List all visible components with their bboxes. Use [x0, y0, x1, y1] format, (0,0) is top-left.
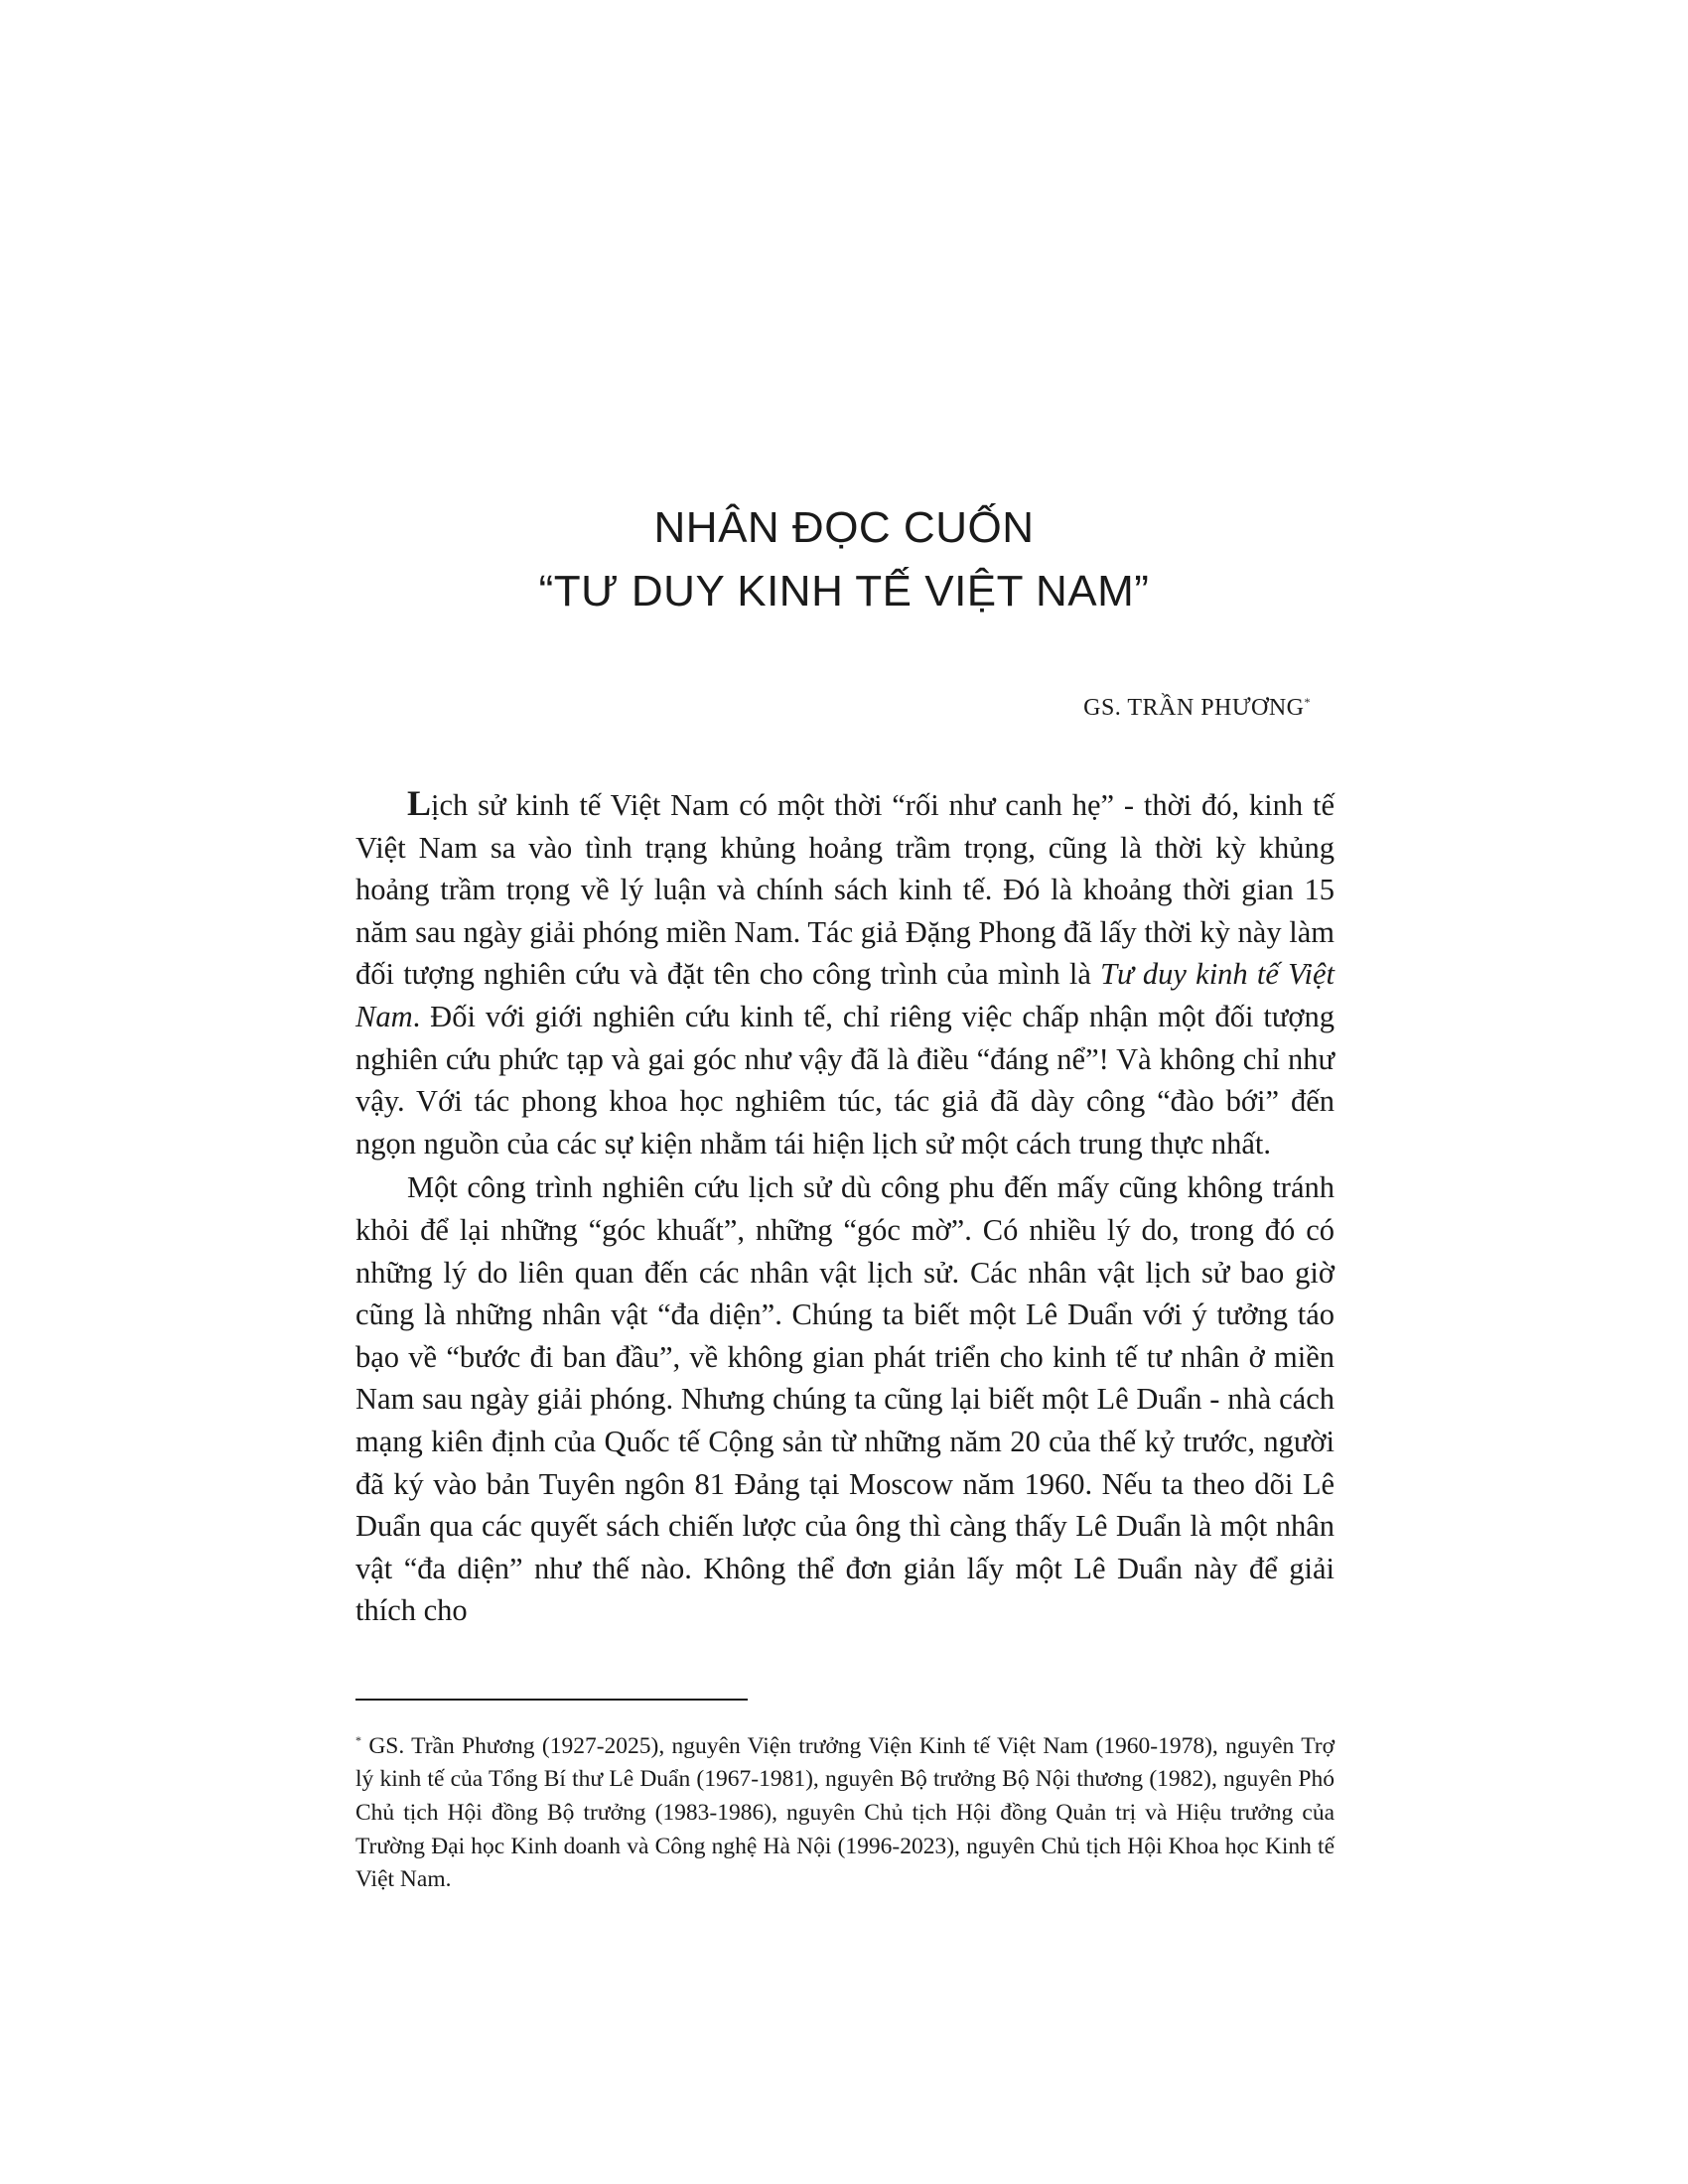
footnote-divider	[355, 1699, 748, 1701]
footnote-marker: *	[355, 1733, 361, 1747]
author-footnote-marker: *	[1304, 695, 1311, 709]
footnote-paragraph	[355, 1724, 1335, 1897]
paragraph-1-text-a: ịch sử kinh tế Việt Nam có một thời “rối như canh hẹ” - thời đó, kinh tế Việt Nam sa vào tình trạng khủng hoảng trầm trọng, cũng là thời kỳ khủng hoảng trầm trọng về lý luận và chính sách kinh tế. Đó là khoảng thời gian 15 năm sau ngày giải phóng miền Nam. Tác giả Đặng Phong đã lấy thời kỳ này làm đối tượng nghiên cứu và đặt tên cho công trình của mình là	[355, 788, 1335, 992]
paragraph-2: Một công trình nghiên cứu lịch sử dù công phu đến mấy cũng không tránh khỏi để lại những “góc khuất”, những “góc mờ”. Có nhiều lý do, trong đó có những lý do liên quan đến các nhân vật lịch sử. Các nhân vật lịch sử bao giờ cũng là những nhân vật “đa diện”. Chúng ta biết một Lê Duẩn với ý tưởng táo bạo về “bước đi ban đầu”, về không gian phát triển cho kinh tế tư nhân ở miền Nam sau ngày giải phóng. Nhưng chúng ta cũng lại biết một Lê Duẩn - nhà cách mạng kiên định của Quốc tế Cộng sản từ những năm 20 của thế kỷ trước, người đã ký vào bản Tuyên ngôn 81 Đảng tại Moscow năm 1960. Nếu ta theo dõi Lê Duẩn qua các quyết sách chiến lược của ông thì càng thấy Lê Duẩn là một nhân vật “đa diện” như thế nào. Không thể đơn giản lấy một Lê Duẩn này để giải thích cho	[355, 1170, 1335, 1628]
paragraph-1	[355, 782, 1335, 1164]
title-line-2: “TƯ DUY KINH TẾ VIỆT NAM”	[538, 567, 1150, 615]
paragraph-1-text-b: . Đối với giới nghiên cứu kinh tế, chỉ riêng việc chấp nhận một đối tượng nghiên cứu phức tạp và gai góc như vậy đã là điều “đáng nể”! Và không chỉ như vậy. Với tác phong khoa học nghiêm túc, tác giả đã dày công “đào bới” đến ngọn nguồn của các sự kiện nhằm tái hiện lịch sử một cách trung thực nhất.	[355, 999, 1335, 1160]
footnote-text: GS. Trần Phương (1927-2025), nguyên Viện trưởng Viện Kinh tế Việt Nam (1960-1978), nguyên Trợ lý kinh tế của Tổng Bí thư Lê Duẩn (1967-1981), nguyên Bộ trưởng Bộ Nội thương (1982), nguyên Phó Chủ tịch Hội đồng Bộ trưởng (1983-1986), nguyên Chủ tịch Hội đồng Quản trị và Hiệu trưởng của Trường Đại học Kinh doanh và Công nghệ Hà Nội (1996-2023), nguyên Chủ tịch Hội Khoa học Kinh tế Việt Nam.	[355, 1732, 1335, 1893]
author-name: GS. TRẦN PHƯƠNG	[1083, 695, 1305, 721]
footnote	[355, 1724, 1335, 1897]
drop-cap: L	[407, 783, 432, 823]
book-title-italic: Tư duy kinh tế Việt Nam	[355, 957, 1335, 1033]
title-line-1: NHÂN ĐỌC CUỐN	[653, 503, 1035, 552]
page-title	[0, 496, 1688, 623]
article-body	[355, 782, 1335, 1634]
author-byline	[1083, 695, 1311, 722]
